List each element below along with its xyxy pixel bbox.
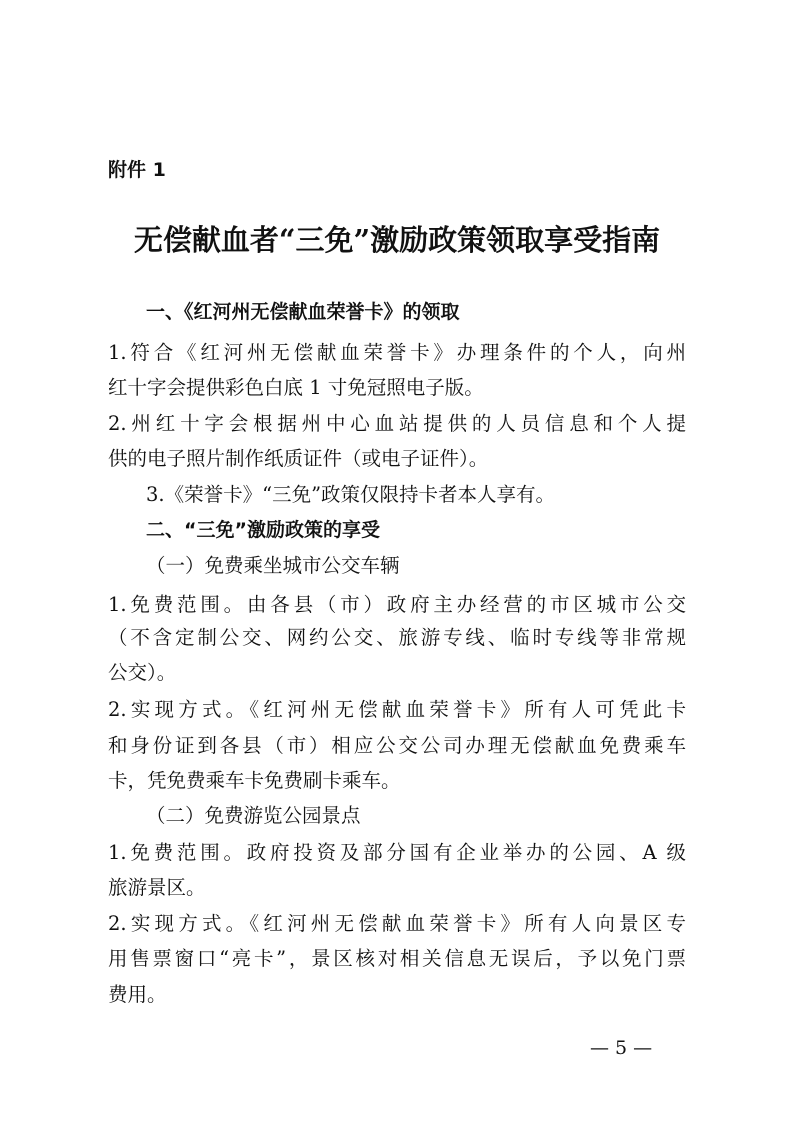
paragraph-line: 公交）。 — [108, 661, 177, 684]
subsection-heading-1: （一）免费乘坐城市公交车辆 — [146, 554, 400, 577]
attachment-label: 附件 1 — [108, 159, 166, 181]
paragraph-line: （不含定制公交、网约公交、旅游专线、临时专线等非常规 — [108, 626, 686, 649]
paragraph-line: 红十字会提供彩色白底 1 寸免冠照电子版。 — [108, 376, 484, 399]
page-number: — 5 — — [590, 1037, 653, 1059]
section-heading-1: 一、《红河州无偿献血荣誉卡》的领取 — [146, 301, 460, 323]
paragraph-line: 1.符合《红河州无偿献血荣誉卡》办理条件的个人，向州 — [108, 341, 686, 364]
paragraph-line: 2.实现方式。《红河州无偿献血荣誉卡》所有人可凭此卡 — [108, 698, 686, 721]
subsection-heading-2: （二）免费游览公园景点 — [146, 804, 361, 827]
paragraph-line: 和身份证到各县（市）相应公交公司办理无偿献血免费乘车 — [108, 734, 686, 757]
paragraph-line: 3.《荣誉卡》“三免”政策仅限持卡者本人享有。 — [146, 483, 556, 506]
paragraph-line: 1.免费范围。政府投资及部分国有企业举办的公园、A 级 — [108, 841, 686, 864]
paragraph-line: 用售票窗口“亮卡”，景区核对相关信息无误后，予以免门票 — [108, 947, 686, 970]
paragraph-line: 2.实现方式。《红河州无偿献血荣誉卡》所有人向景区专 — [108, 912, 686, 935]
paragraph-line: 供的电子照片制作纸质证件（或电子证件）。 — [108, 447, 489, 470]
paragraph-line: 1.免费范围。由各县（市）政府主办经营的市区城市公交 — [108, 593, 686, 616]
paragraph-line: 费用。 — [108, 983, 167, 1006]
document-title: 无偿献血者“三免”激励政策领取享受指南 — [133, 223, 661, 257]
section-heading-2: 二、“三免”激励政策的享受 — [146, 519, 380, 541]
paragraph-line: 卡，凭免费乘车卡免费刷卡乘车。 — [108, 769, 401, 792]
paragraph-line: 2.州红十字会根据州中心血站提供的人员信息和个人提 — [108, 412, 686, 435]
paragraph-line: 旅游景区。 — [108, 876, 206, 899]
